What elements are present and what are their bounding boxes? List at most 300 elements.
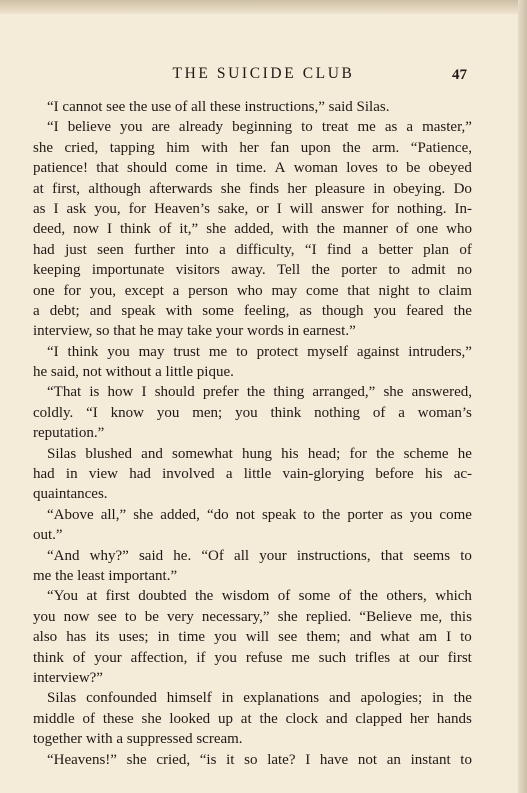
word: Do <box>453 180 472 197</box>
word: the <box>453 690 472 707</box>
word: sake, <box>217 200 249 217</box>
text-line <box>33 342 472 362</box>
word: in <box>221 690 234 707</box>
text-line <box>33 138 472 158</box>
word: had <box>129 466 151 483</box>
word: he <box>139 323 158 340</box>
word: tapping <box>109 139 155 156</box>
body-text <box>33 97 472 770</box>
word: fan <box>270 139 290 156</box>
word: finds <box>249 180 280 197</box>
word: that <box>347 282 370 299</box>
word: will <box>245 629 270 646</box>
word: looked <box>169 710 211 727</box>
word: with <box>201 139 228 156</box>
word: are <box>151 119 170 136</box>
word: should <box>127 160 168 177</box>
word: woman’s <box>417 404 472 421</box>
word: a <box>116 731 127 748</box>
word: Heaven’s <box>154 200 210 217</box>
word: may <box>138 343 165 360</box>
page-header <box>0 62 527 86</box>
word: admit <box>411 262 446 279</box>
word: such <box>318 649 347 666</box>
word: earnest.” <box>302 323 356 340</box>
word: Silas. <box>356 99 390 115</box>
word: some <box>202 302 234 319</box>
word: obeyed <box>428 160 472 177</box>
word: his <box>281 445 299 462</box>
word: “Patience, <box>410 139 472 156</box>
word: of <box>372 404 386 421</box>
word: doubted <box>138 588 187 605</box>
text-line <box>33 97 472 117</box>
word: you <box>33 608 56 625</box>
word: or <box>256 200 269 217</box>
word: these <box>209 99 245 115</box>
word: be <box>406 160 421 177</box>
word: very <box>167 608 194 625</box>
word: further <box>134 241 175 258</box>
word: to <box>386 160 398 177</box>
word: she <box>206 221 227 238</box>
text-line <box>33 219 472 239</box>
word: in <box>157 629 170 646</box>
word: some <box>298 588 331 605</box>
word: see <box>106 99 130 115</box>
word: time. <box>235 160 267 177</box>
word: and <box>328 690 351 707</box>
word: she <box>133 506 154 523</box>
word: answer <box>321 200 364 217</box>
word: refuse <box>245 649 283 666</box>
word: for <box>128 200 147 217</box>
word: me <box>208 343 228 360</box>
word: pleasure <box>314 180 365 197</box>
word: see <box>97 608 117 625</box>
word: hung <box>241 445 272 462</box>
word: uses; <box>118 629 149 646</box>
word: little <box>165 364 197 381</box>
word: head; <box>307 445 341 462</box>
word: involved <box>162 466 215 483</box>
word: person <box>188 282 229 299</box>
word: she <box>141 710 162 727</box>
word: said <box>138 547 164 564</box>
word: master,” <box>422 119 472 136</box>
text-line <box>33 281 472 301</box>
word: me <box>357 119 376 136</box>
word: ac- <box>453 466 472 483</box>
word: me, <box>420 608 443 625</box>
word: to <box>460 629 472 646</box>
word: at <box>33 180 44 197</box>
word: he. <box>173 547 192 564</box>
word: seems <box>413 547 451 564</box>
word: your <box>259 547 287 564</box>
word: find <box>326 241 352 258</box>
word: “I <box>86 404 98 421</box>
word: view <box>88 466 118 483</box>
page-right-edge <box>518 0 527 793</box>
word: you <box>120 119 143 136</box>
word: as <box>299 302 312 319</box>
word: the <box>55 567 78 584</box>
word: nothing <box>314 404 360 421</box>
word: better <box>378 241 413 258</box>
text-line <box>33 362 472 382</box>
word: at <box>240 710 252 727</box>
word: of <box>72 649 86 666</box>
word: that <box>380 547 404 564</box>
word: myself <box>307 343 348 360</box>
word: may <box>157 323 188 340</box>
word: added, <box>234 221 274 238</box>
word: the <box>311 262 330 279</box>
word: vain-glorying <box>282 466 365 483</box>
word: you, <box>94 200 121 217</box>
word: up <box>217 710 233 727</box>
word: “Heavens!” <box>47 751 117 768</box>
word: already <box>178 119 224 136</box>
word: her <box>287 180 307 197</box>
word: arm. <box>372 139 400 156</box>
word: a <box>406 119 414 136</box>
word: our <box>418 649 439 666</box>
word: just <box>65 241 87 258</box>
word: out.” <box>33 527 63 544</box>
word: no <box>456 262 472 279</box>
word: believe <box>67 119 111 136</box>
word: for <box>349 445 367 462</box>
word: a <box>155 364 166 381</box>
text-line <box>33 444 472 464</box>
word: clock <box>285 710 319 727</box>
page-number: 47 <box>452 67 467 83</box>
word: feeling, <box>243 302 290 319</box>
word: “Believe <box>359 608 412 625</box>
word: all,” <box>100 506 127 523</box>
word: she <box>383 384 404 401</box>
word: importunate <box>91 262 165 279</box>
word: your <box>94 649 122 666</box>
word: am <box>418 629 437 646</box>
word: you, <box>89 282 116 299</box>
word: and <box>349 629 372 646</box>
word: them; <box>306 629 341 646</box>
word: Tell <box>277 262 301 279</box>
word: so <box>96 323 114 340</box>
word: think <box>33 649 64 666</box>
text-line <box>33 586 472 606</box>
word: I <box>446 629 452 646</box>
word: not <box>82 364 106 381</box>
word: “That <box>47 384 82 401</box>
word: the <box>453 302 472 319</box>
word: feared <box>406 302 444 319</box>
word: had <box>33 466 55 483</box>
running-title: THE SUICIDE CLUB <box>172 65 355 82</box>
word: of <box>338 588 352 605</box>
word: with <box>281 221 309 238</box>
word: what <box>380 629 410 646</box>
text-line <box>33 403 472 423</box>
word: pique. <box>196 364 234 381</box>
word: use <box>151 99 175 115</box>
word: others, <box>386 588 427 605</box>
word: middle <box>33 710 75 727</box>
word: although <box>88 180 141 197</box>
word: had <box>33 241 55 258</box>
word: at <box>86 588 98 605</box>
word: night <box>378 282 410 299</box>
word: replied. <box>305 608 352 625</box>
word: cried, <box>156 751 191 768</box>
word: least <box>77 567 109 584</box>
word: which <box>435 588 472 605</box>
word: against <box>356 343 400 360</box>
word: without <box>105 364 156 381</box>
word: arranged,” <box>312 384 376 401</box>
word: scream. <box>196 731 243 748</box>
word: has <box>66 629 87 646</box>
word: who <box>236 282 263 299</box>
word: her <box>409 710 430 727</box>
word: if <box>196 649 206 666</box>
word: wisdom <box>221 588 270 605</box>
word: men; <box>192 404 223 421</box>
word: may <box>271 282 298 299</box>
word: as <box>33 200 46 217</box>
word: you <box>373 302 397 319</box>
word: be <box>144 608 159 625</box>
word: prefer <box>202 384 239 401</box>
word: me <box>291 649 310 666</box>
word: added, <box>160 506 200 523</box>
word: in <box>432 690 444 707</box>
word: before <box>375 466 414 483</box>
word: now <box>63 608 90 625</box>
word: answered, <box>411 384 472 401</box>
word: himself <box>166 690 212 707</box>
word: thing <box>273 384 305 401</box>
word: you <box>409 506 433 523</box>
word: loves <box>346 160 378 177</box>
word: protect <box>256 343 299 360</box>
word: debt; <box>49 302 80 319</box>
word: of <box>158 221 172 238</box>
word: of <box>459 241 472 258</box>
word: though <box>321 302 364 319</box>
word: late? <box>267 751 296 768</box>
word: see <box>278 629 298 646</box>
word: in <box>65 466 78 483</box>
text-line <box>33 260 472 280</box>
word: think <box>67 343 99 360</box>
word: that <box>113 323 140 340</box>
word: Silas <box>47 690 77 707</box>
word: and <box>141 445 163 462</box>
word: have <box>319 751 349 768</box>
word: think <box>120 221 151 238</box>
word: one <box>33 282 55 299</box>
word: with <box>165 302 193 319</box>
word: to <box>236 343 248 360</box>
word: and <box>89 302 112 319</box>
word: her <box>239 139 259 156</box>
word: I <box>53 200 59 217</box>
word: to <box>460 751 472 768</box>
word: come <box>175 160 208 177</box>
word: she <box>220 180 241 197</box>
word: confounded <box>86 690 157 707</box>
word: in <box>287 323 303 340</box>
text-line <box>33 484 472 504</box>
word: porter <box>347 506 384 523</box>
word: visitors <box>175 262 220 279</box>
word: his <box>424 466 443 483</box>
word: you <box>214 649 237 666</box>
word: the <box>316 221 335 238</box>
word: for <box>63 282 81 299</box>
word: plan <box>423 241 449 258</box>
word: affection, <box>130 649 188 666</box>
word: think <box>270 404 302 421</box>
text-line <box>33 709 472 729</box>
word: interview?” <box>33 669 103 686</box>
word: “I <box>47 343 59 360</box>
word: me <box>33 567 56 584</box>
word: beginning <box>232 119 293 136</box>
word: know <box>110 404 144 421</box>
word: the <box>195 588 214 605</box>
text-line <box>33 750 472 770</box>
word: of <box>82 710 95 727</box>
word: come <box>439 506 472 523</box>
word: why?” <box>89 547 129 564</box>
word: first, <box>52 180 81 197</box>
word: important.” <box>108 567 178 584</box>
word: she <box>33 139 53 156</box>
word: to <box>124 608 137 625</box>
word: reputation.” <box>33 425 105 442</box>
word: suppressed <box>126 731 197 748</box>
word: not <box>357 751 378 768</box>
word: also <box>33 629 58 646</box>
word: “do <box>206 506 229 523</box>
word: its <box>95 629 110 646</box>
word: manner <box>342 221 388 238</box>
word: to <box>460 547 472 564</box>
word: she <box>277 608 298 625</box>
word: it <box>226 751 235 768</box>
word: as <box>390 506 403 523</box>
word: together <box>33 731 86 748</box>
word: the <box>259 710 278 727</box>
text-line <box>33 464 472 484</box>
word: keeping <box>33 262 81 279</box>
word: trust <box>173 343 200 360</box>
word: of <box>395 221 409 238</box>
word: instructions, <box>296 547 371 564</box>
word: seen <box>97 241 124 258</box>
word: the <box>376 445 395 462</box>
text-line <box>33 566 472 586</box>
text-line <box>33 546 472 566</box>
word: except <box>124 282 164 299</box>
word: necessary,” <box>201 608 270 625</box>
word: a <box>172 282 180 299</box>
word: will <box>289 200 314 217</box>
word: he <box>457 445 472 462</box>
word: “is <box>199 751 217 768</box>
word: she <box>126 751 147 768</box>
word: I <box>141 384 147 401</box>
page-top-edge <box>0 0 527 14</box>
word: “I <box>47 119 59 136</box>
text-line <box>33 668 472 688</box>
word: with <box>85 731 117 748</box>
text-line <box>33 729 472 749</box>
word: of <box>277 588 291 605</box>
word: take <box>187 323 216 340</box>
word: quaintances. <box>33 486 108 503</box>
word: Silas <box>47 445 77 462</box>
text-line <box>33 382 472 402</box>
word: your <box>215 323 247 340</box>
word: for <box>371 200 389 217</box>
word: at <box>399 649 410 666</box>
text-line <box>33 627 472 647</box>
word: so <box>244 751 258 768</box>
word: upon <box>300 139 331 156</box>
word: claim <box>438 282 472 299</box>
word: to <box>303 506 315 523</box>
word: treat <box>321 119 349 136</box>
word: the <box>321 506 341 523</box>
word: I <box>276 200 282 217</box>
word: “Above <box>47 506 94 523</box>
word: into <box>185 241 209 258</box>
word: “I <box>304 241 317 258</box>
word: a <box>225 466 233 483</box>
word: explanations <box>243 690 320 707</box>
word: you <box>107 343 130 360</box>
word: woman <box>293 160 338 177</box>
word: you <box>214 629 237 646</box>
text-line <box>33 301 472 321</box>
word: the <box>246 384 266 401</box>
word: a <box>219 241 226 258</box>
word: it,” <box>179 221 199 238</box>
text-line <box>33 525 472 545</box>
text-line <box>33 158 472 178</box>
word: “You <box>47 588 78 605</box>
text-line <box>33 688 472 708</box>
word: a <box>398 404 405 421</box>
word: cannot <box>62 99 107 115</box>
word: coldly. <box>33 404 74 421</box>
word: cried, <box>64 139 99 156</box>
word: first <box>447 649 472 666</box>
word: porter <box>341 262 378 279</box>
word: “And <box>47 547 80 564</box>
word: I <box>106 221 112 238</box>
word: time <box>178 629 206 646</box>
word: said <box>328 99 357 115</box>
word: instant <box>410 751 451 768</box>
word: intruders,” <box>408 343 472 360</box>
